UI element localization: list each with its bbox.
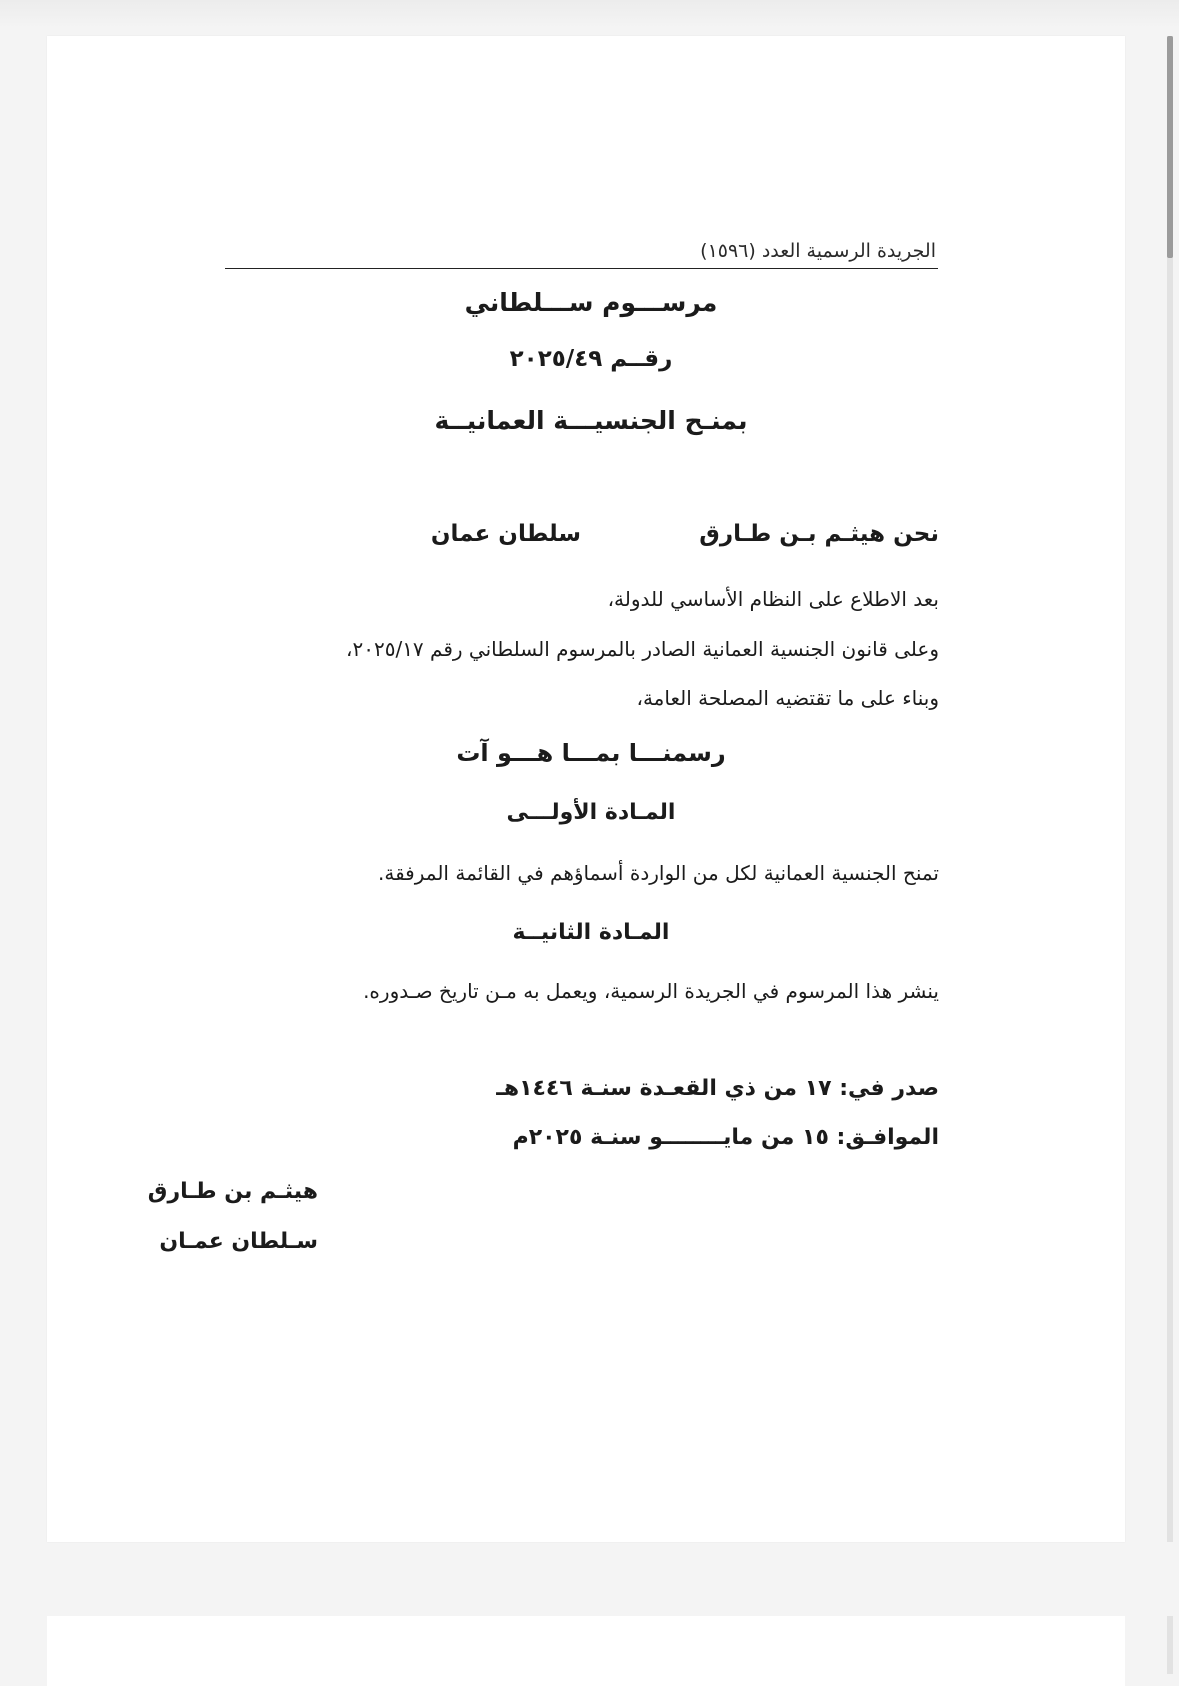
- decree-subject: بمنـح الجنسيـــة العمانيــة: [434, 406, 748, 435]
- signature-title: سـلطان عمـان: [159, 1229, 318, 1254]
- page-content: [47, 36, 1125, 1542]
- decree-phrase: رسمنـــا بمـــا هـــو آت: [456, 739, 726, 767]
- sultan-title: سلطان عمان: [430, 521, 581, 547]
- issued-gregorian-date: الموافـق: ١٥ من مايــــــــو سنـة ٢٠٢٥م: [512, 1125, 939, 1150]
- issued-hijri-date: صدر في: ١٧ من ذي القعـدة سنـة ١٤٤٦هـ: [496, 1076, 939, 1101]
- preamble-line: بعد الاطلاع على النظام الأساسي للدولة،: [607, 587, 939, 611]
- viewer-top-shade: [0, 0, 1179, 28]
- document-page: [47, 36, 1125, 1542]
- scrollbar-track[interactable]: [1167, 36, 1173, 1542]
- scrollbar-thumb[interactable]: [1167, 36, 1173, 258]
- preamble-line: وعلى قانون الجنسية العمانية الصادر بالمرسوم السلطاني رقم ٢٠٢٥/١٧،: [346, 637, 939, 661]
- signature-name: هيثـم بن طـارق: [147, 1179, 318, 1204]
- article-2-heading: المـادة الثانيــة: [512, 920, 670, 945]
- gazette-header: الجريدة الرسمية العدد (١٥٩٦): [700, 240, 936, 262]
- scrollbar-track-next-page[interactable]: [1167, 1616, 1173, 1674]
- article-1-heading: المـادة الأولـــى: [506, 800, 676, 825]
- preamble-line: وبناء على ما تقتضيه المصلحة العامة،: [636, 686, 939, 710]
- sultan-name: نحن هيثـم بـن طـارق: [699, 521, 939, 547]
- article-2-text: ينشر هذا المرسوم في الجريدة الرسمية، ويعمل به مـن تاريخ صـدوره.: [363, 979, 939, 1003]
- header-divider: [225, 268, 938, 269]
- next-document-page: [47, 1616, 1125, 1686]
- decree-number: رقــم ٢٠٢٥/٤٩: [509, 346, 673, 372]
- article-1-text: تمنح الجنسية العمانية لكل من الواردة أسماؤهم في القائمة المرفقة.: [377, 861, 939, 885]
- decree-type-title: مرســـوم ســـلطاني: [464, 288, 718, 317]
